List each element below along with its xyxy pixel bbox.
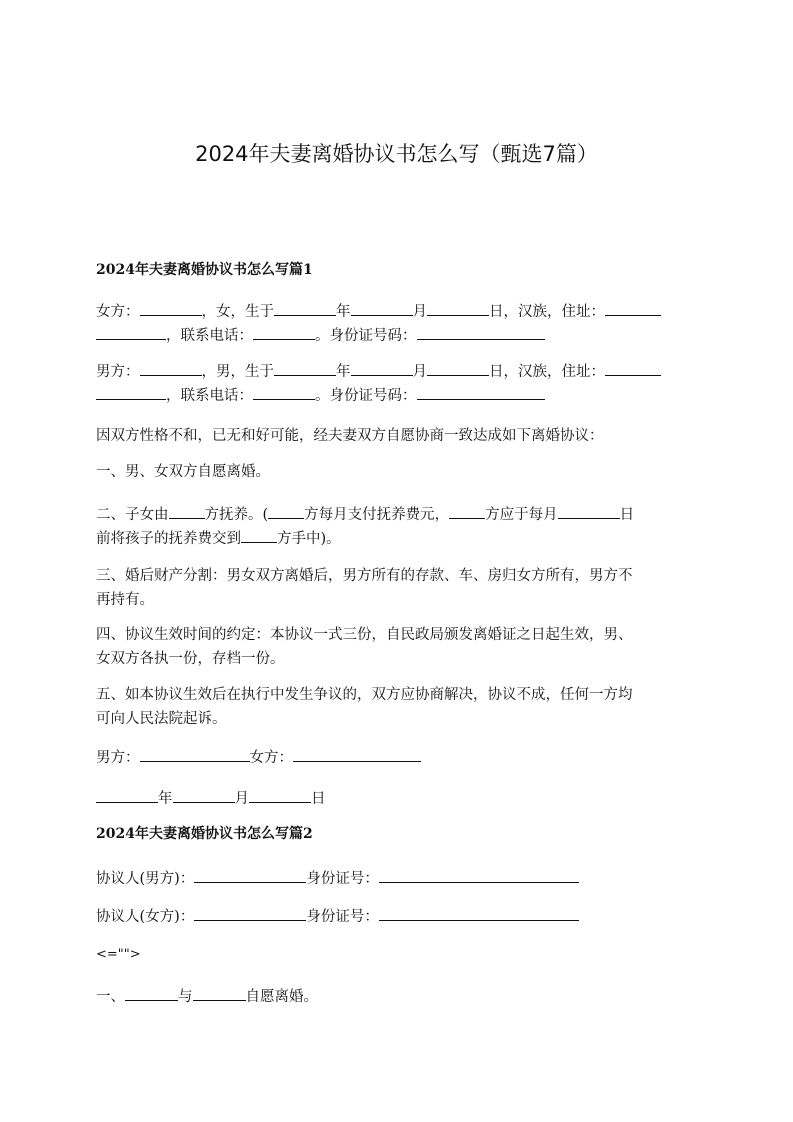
text-fragment: 方应于每月 bbox=[485, 507, 558, 523]
clause-4 bbox=[96, 623, 696, 671]
party-name-blank[interactable] bbox=[194, 905, 306, 921]
section-heading: 2024年夫妻离婚协议书怎么写篇1 bbox=[96, 262, 313, 278]
id-number-blank[interactable] bbox=[417, 324, 545, 340]
text-fragment: 前将孩子的抚养费交到 bbox=[96, 531, 241, 547]
id-label: 身份证号： bbox=[306, 909, 379, 925]
text-line: 四、协议生效时间的约定：本协议一式三份，自民政局颁发离婚证之日起生效，男、 bbox=[96, 627, 633, 643]
male-signature-label: 男方： bbox=[96, 750, 140, 766]
phone-blank[interactable] bbox=[253, 384, 315, 400]
text-line: 再持有。 bbox=[96, 592, 154, 608]
name-blank[interactable] bbox=[140, 360, 202, 376]
text-line: 女双方各执一份，存档一份。 bbox=[96, 651, 285, 667]
payer-party-blank[interactable] bbox=[268, 503, 304, 519]
clause-3 bbox=[96, 564, 696, 612]
date-line bbox=[96, 787, 696, 811]
text-fragment: 月 bbox=[412, 364, 427, 380]
text-fragment: 。身份证号码： bbox=[315, 328, 417, 344]
text-fragment: 月 bbox=[412, 304, 427, 320]
clause-1 bbox=[96, 985, 696, 1009]
text-fragment: 日，汉族，住址： bbox=[489, 364, 605, 380]
text-fragment: 月 bbox=[234, 791, 249, 807]
birth-month-blank[interactable] bbox=[351, 360, 413, 376]
text-fragment: ，男，生于 bbox=[201, 364, 274, 380]
intro-paragraph: 因双方性格不和，已无和好可能，经夫妻双方自愿协商一致达成如下离婚协议： bbox=[96, 428, 604, 444]
name-blank[interactable] bbox=[140, 300, 202, 316]
text-fragment: 方抚养。( bbox=[204, 507, 269, 523]
text-line: 五、如本协议生效后在执行中发生争议的，双方应协商解决，协议不成，任何一方均 bbox=[96, 687, 633, 703]
text-fragment: 年 bbox=[158, 791, 173, 807]
birth-year-blank[interactable] bbox=[274, 300, 336, 316]
text-fragment: 日，汉族，住址： bbox=[489, 304, 605, 320]
text-fragment: ，联系电话： bbox=[166, 328, 253, 344]
text-fragment: 。身份证号码： bbox=[315, 388, 417, 404]
birth-year-blank[interactable] bbox=[274, 360, 336, 376]
husband-label: 男方： bbox=[96, 364, 140, 380]
clause-1: 一、男、女双方自愿离婚。 bbox=[96, 464, 270, 480]
phone-blank[interactable] bbox=[253, 324, 315, 340]
male-signature-blank[interactable] bbox=[140, 746, 250, 762]
wife-label: 女方： bbox=[96, 304, 140, 320]
pay-day-blank[interactable] bbox=[558, 503, 620, 519]
female-signature-label: 女方： bbox=[249, 750, 293, 766]
receiver-party-blank[interactable] bbox=[241, 527, 277, 543]
text-fragment: 日 bbox=[311, 791, 326, 807]
signature-line bbox=[96, 746, 696, 770]
text-fragment: 自愿离婚。 bbox=[245, 989, 318, 1005]
text-line: 三、婚后财产分割：男女双方离婚后，男方所有的存款、车、房归女方所有，男方不 bbox=[96, 568, 633, 584]
address-blank-cont[interactable] bbox=[96, 384, 166, 400]
month-blank[interactable] bbox=[173, 787, 235, 803]
text-fragment: 方手中)。 bbox=[277, 531, 341, 547]
text-fragment: 年 bbox=[336, 364, 351, 380]
section-heading: 2024年夫妻离婚协议书怎么写篇2 bbox=[96, 826, 313, 842]
address-blank-cont[interactable] bbox=[96, 324, 166, 340]
id-number-blank[interactable] bbox=[417, 384, 545, 400]
party-name-blank[interactable] bbox=[194, 867, 306, 883]
document-title: 2024年夫妻离婚协议书怎么写（甄选7篇） bbox=[195, 142, 598, 166]
text-fragment: 年 bbox=[336, 304, 351, 320]
text-fragment: ，联系电话： bbox=[166, 388, 253, 404]
party-label: 协议人(男方)： bbox=[96, 871, 195, 887]
text-fragment: 日 bbox=[619, 507, 635, 523]
text-fragment: 与 bbox=[178, 989, 193, 1005]
birth-day-blank[interactable] bbox=[427, 360, 489, 376]
party-female-line bbox=[96, 905, 696, 929]
wife-info-paragraph bbox=[96, 300, 696, 348]
party-label: 协议人(女方)： bbox=[96, 909, 195, 925]
husband-info-paragraph bbox=[96, 360, 696, 408]
text-fragment: 方每月支付抚养费元， bbox=[304, 507, 450, 523]
text-fragment: ，女，生于 bbox=[201, 304, 274, 320]
party-blank[interactable] bbox=[193, 985, 246, 1001]
address-blank[interactable] bbox=[605, 360, 661, 376]
address-blank[interactable] bbox=[605, 300, 661, 316]
stray-markup-text: <=""> bbox=[96, 947, 141, 962]
clause-5 bbox=[96, 683, 696, 731]
text-fragment: 二、子女由 bbox=[96, 507, 169, 523]
custody-party-blank[interactable] bbox=[169, 503, 205, 519]
birth-day-blank[interactable] bbox=[427, 300, 489, 316]
id-number-blank[interactable] bbox=[379, 905, 579, 921]
text-line: 可向人民法院起诉。 bbox=[96, 711, 227, 727]
id-number-blank[interactable] bbox=[379, 867, 579, 883]
year-blank[interactable] bbox=[96, 787, 158, 803]
id-label: 身份证号： bbox=[306, 871, 379, 887]
day-blank[interactable] bbox=[249, 787, 311, 803]
clause-2 bbox=[96, 503, 696, 551]
female-signature-blank[interactable] bbox=[293, 746, 421, 762]
party-blank[interactable] bbox=[125, 985, 178, 1001]
payer-party-blank[interactable] bbox=[449, 503, 485, 519]
party-male-line bbox=[96, 867, 696, 891]
text-fragment: 一、 bbox=[96, 989, 125, 1005]
birth-month-blank[interactable] bbox=[351, 300, 413, 316]
